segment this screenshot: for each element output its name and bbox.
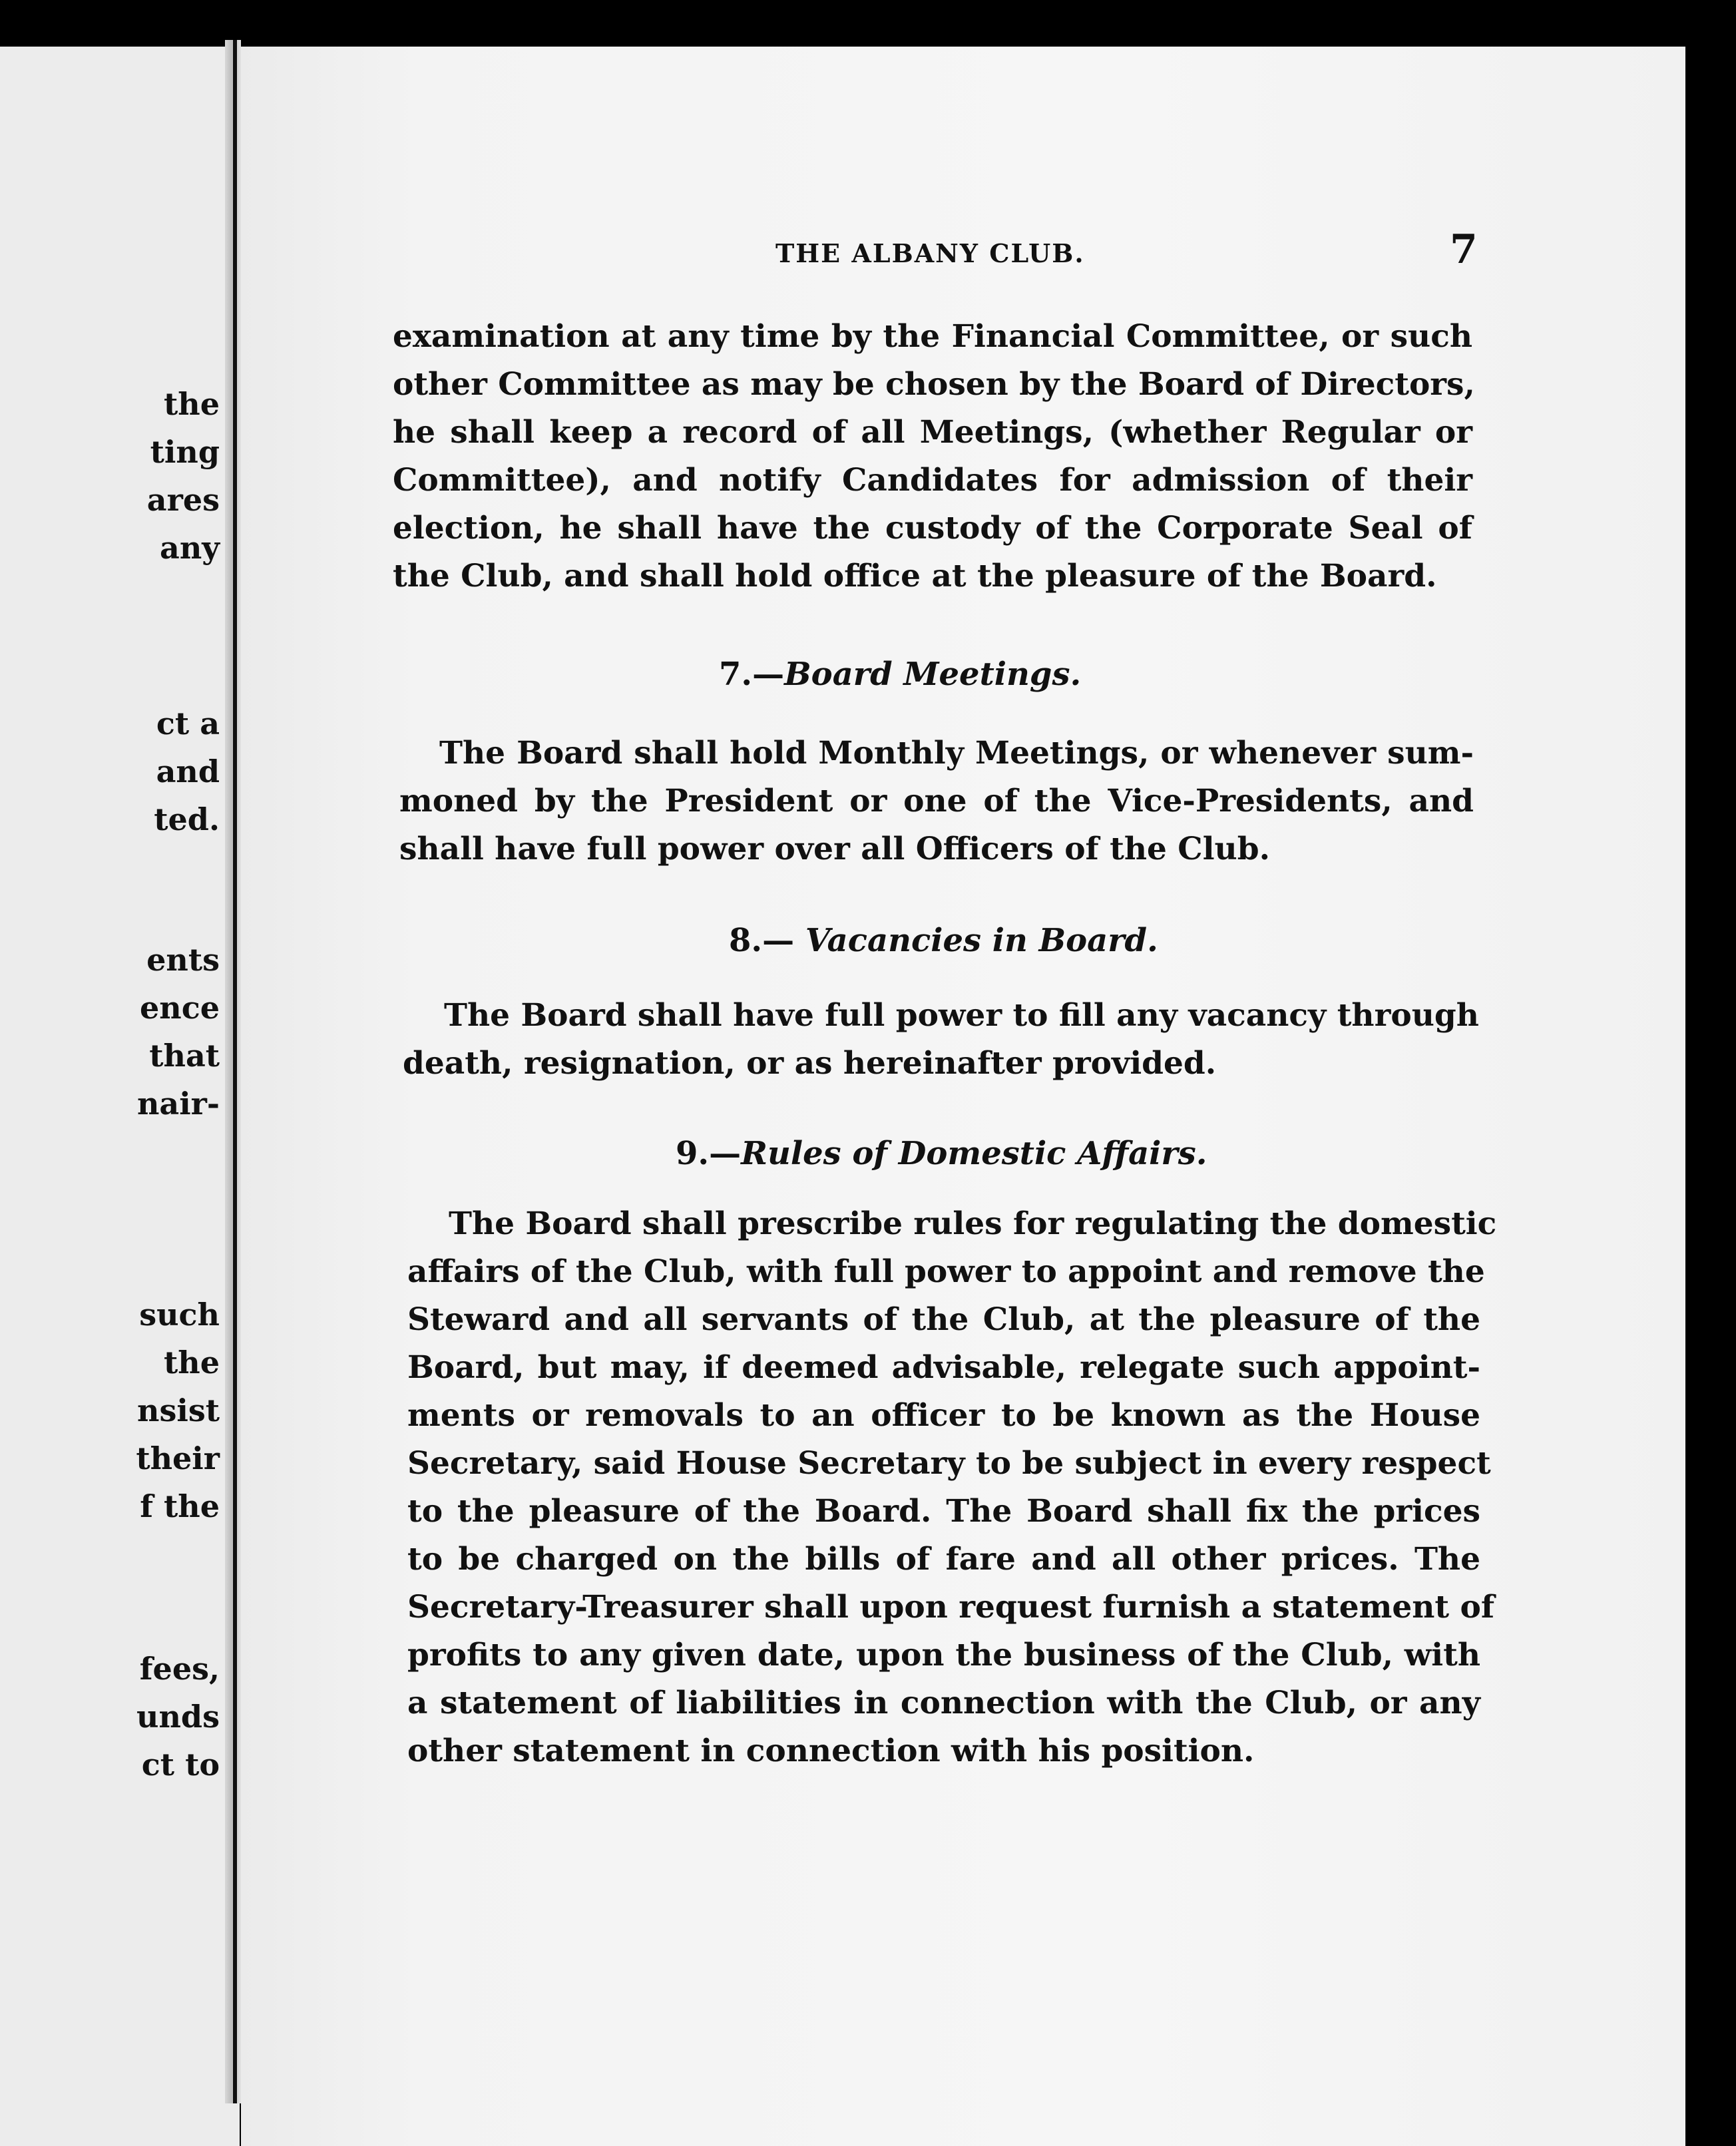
section-8-paragraph	[403, 992, 1479, 1088]
binding-line	[233, 40, 237, 2103]
text-line: to the pleasure of the Board. The Board shall fix the prices	[407, 1493, 1480, 1530]
fragment-word: nsist	[137, 1393, 220, 1428]
text-line: to be charged on the bills of fare and all other prices. The	[407, 1541, 1480, 1578]
text-line: other statement in connection with his position.	[407, 1733, 1255, 1769]
fragment-word: ence	[140, 990, 220, 1026]
fragment-word: the	[164, 386, 220, 422]
section-title: Board Meetings.	[784, 656, 1082, 693]
section-9-paragraph	[407, 1200, 1497, 1775]
fragment-word: ct a	[156, 706, 220, 742]
section-number: 7.—	[719, 656, 785, 693]
fragment-word: their	[136, 1440, 220, 1476]
fragment-word: any	[160, 530, 220, 566]
page-number: 7	[1450, 226, 1478, 273]
fragment-word: and	[156, 753, 220, 789]
fragment-word: such	[139, 1297, 220, 1333]
text-line: death, resignation, or as hereinafter provided.	[403, 1045, 1217, 1082]
text-line: Committee), and notify Candidates for admission of their	[393, 462, 1472, 499]
text-line: Secretary-Treasurer shall upon request furnish a statement of	[407, 1589, 1495, 1625]
intro-paragraph	[393, 313, 1475, 600]
text-line: Board, but may, if deemed advisable, relegate such appoint-	[407, 1349, 1480, 1386]
fragment-word: fees,	[139, 1651, 220, 1687]
fragment-word: f the	[140, 1488, 220, 1524]
section-7-heading	[719, 656, 1081, 693]
section-9-heading	[676, 1135, 1207, 1172]
text-line: a statement of liabilities in connection with the Club, or any	[407, 1685, 1480, 1721]
fragment-word: ares	[146, 482, 220, 518]
text-line: shall have full power over all Officers of the Club.	[399, 831, 1270, 867]
text-line: the Club, and shall hold office at the pleasure of the Board.	[393, 558, 1437, 594]
text-line: profits to any given date, upon the business of the Club, with	[407, 1637, 1480, 1673]
scan-border	[1685, 47, 1736, 2146]
section-title: Vacancies in Board.	[805, 922, 1158, 959]
text-line: examination at any time by the Financial Committee, or such	[393, 318, 1472, 355]
fragment-word: ents	[146, 942, 220, 978]
text-line: other Committee as may be chosen by the Board of Directors,	[393, 366, 1475, 403]
text-line: Steward and all servants of the Club, at the pleasure of the	[407, 1301, 1480, 1338]
previous-page-fragment	[0, 47, 240, 2146]
text-line: he shall keep a record of all Meetings, (whether Regular or	[393, 414, 1472, 451]
text-line: The Board shall have full power to fill any vacancy through	[444, 997, 1479, 1034]
text-line: The Board shall hold Monthly Meetings, or whenever sum-	[439, 735, 1474, 771]
text-line: The Board shall prescribe rules for regulating the domestic	[449, 1205, 1497, 1242]
section-7-paragraph	[399, 730, 1474, 873]
section-number: 9.—	[676, 1135, 742, 1172]
fragment-word: nair-	[136, 1086, 220, 1122]
section-number: 8.—	[729, 922, 805, 959]
fragment-word: ting	[150, 434, 220, 470]
running-head: THE ALBANY CLUB.	[775, 238, 1085, 268]
fragment-word: the	[164, 1345, 220, 1381]
text-line: affairs of the Club, with full power to appoint and remove the	[407, 1253, 1485, 1290]
text-line: election, he shall have the custody of the Corporate Seal of	[393, 510, 1472, 546]
text-line: moned by the President or one of the Vice-Presidents, and	[399, 783, 1474, 819]
text-line: ments or removals to an officer to be known as the House	[407, 1397, 1480, 1434]
fragment-word: ted.	[154, 801, 220, 837]
fragment-word: unds	[136, 1699, 220, 1735]
section-title: Rules of Domestic Affairs.	[741, 1135, 1207, 1172]
text-line: Secretary, said House Secretary to be subject in every respect	[407, 1445, 1491, 1482]
section-8-heading	[729, 922, 1158, 959]
fragment-word: that	[149, 1038, 220, 1074]
fragment-word: ct to	[141, 1747, 220, 1783]
